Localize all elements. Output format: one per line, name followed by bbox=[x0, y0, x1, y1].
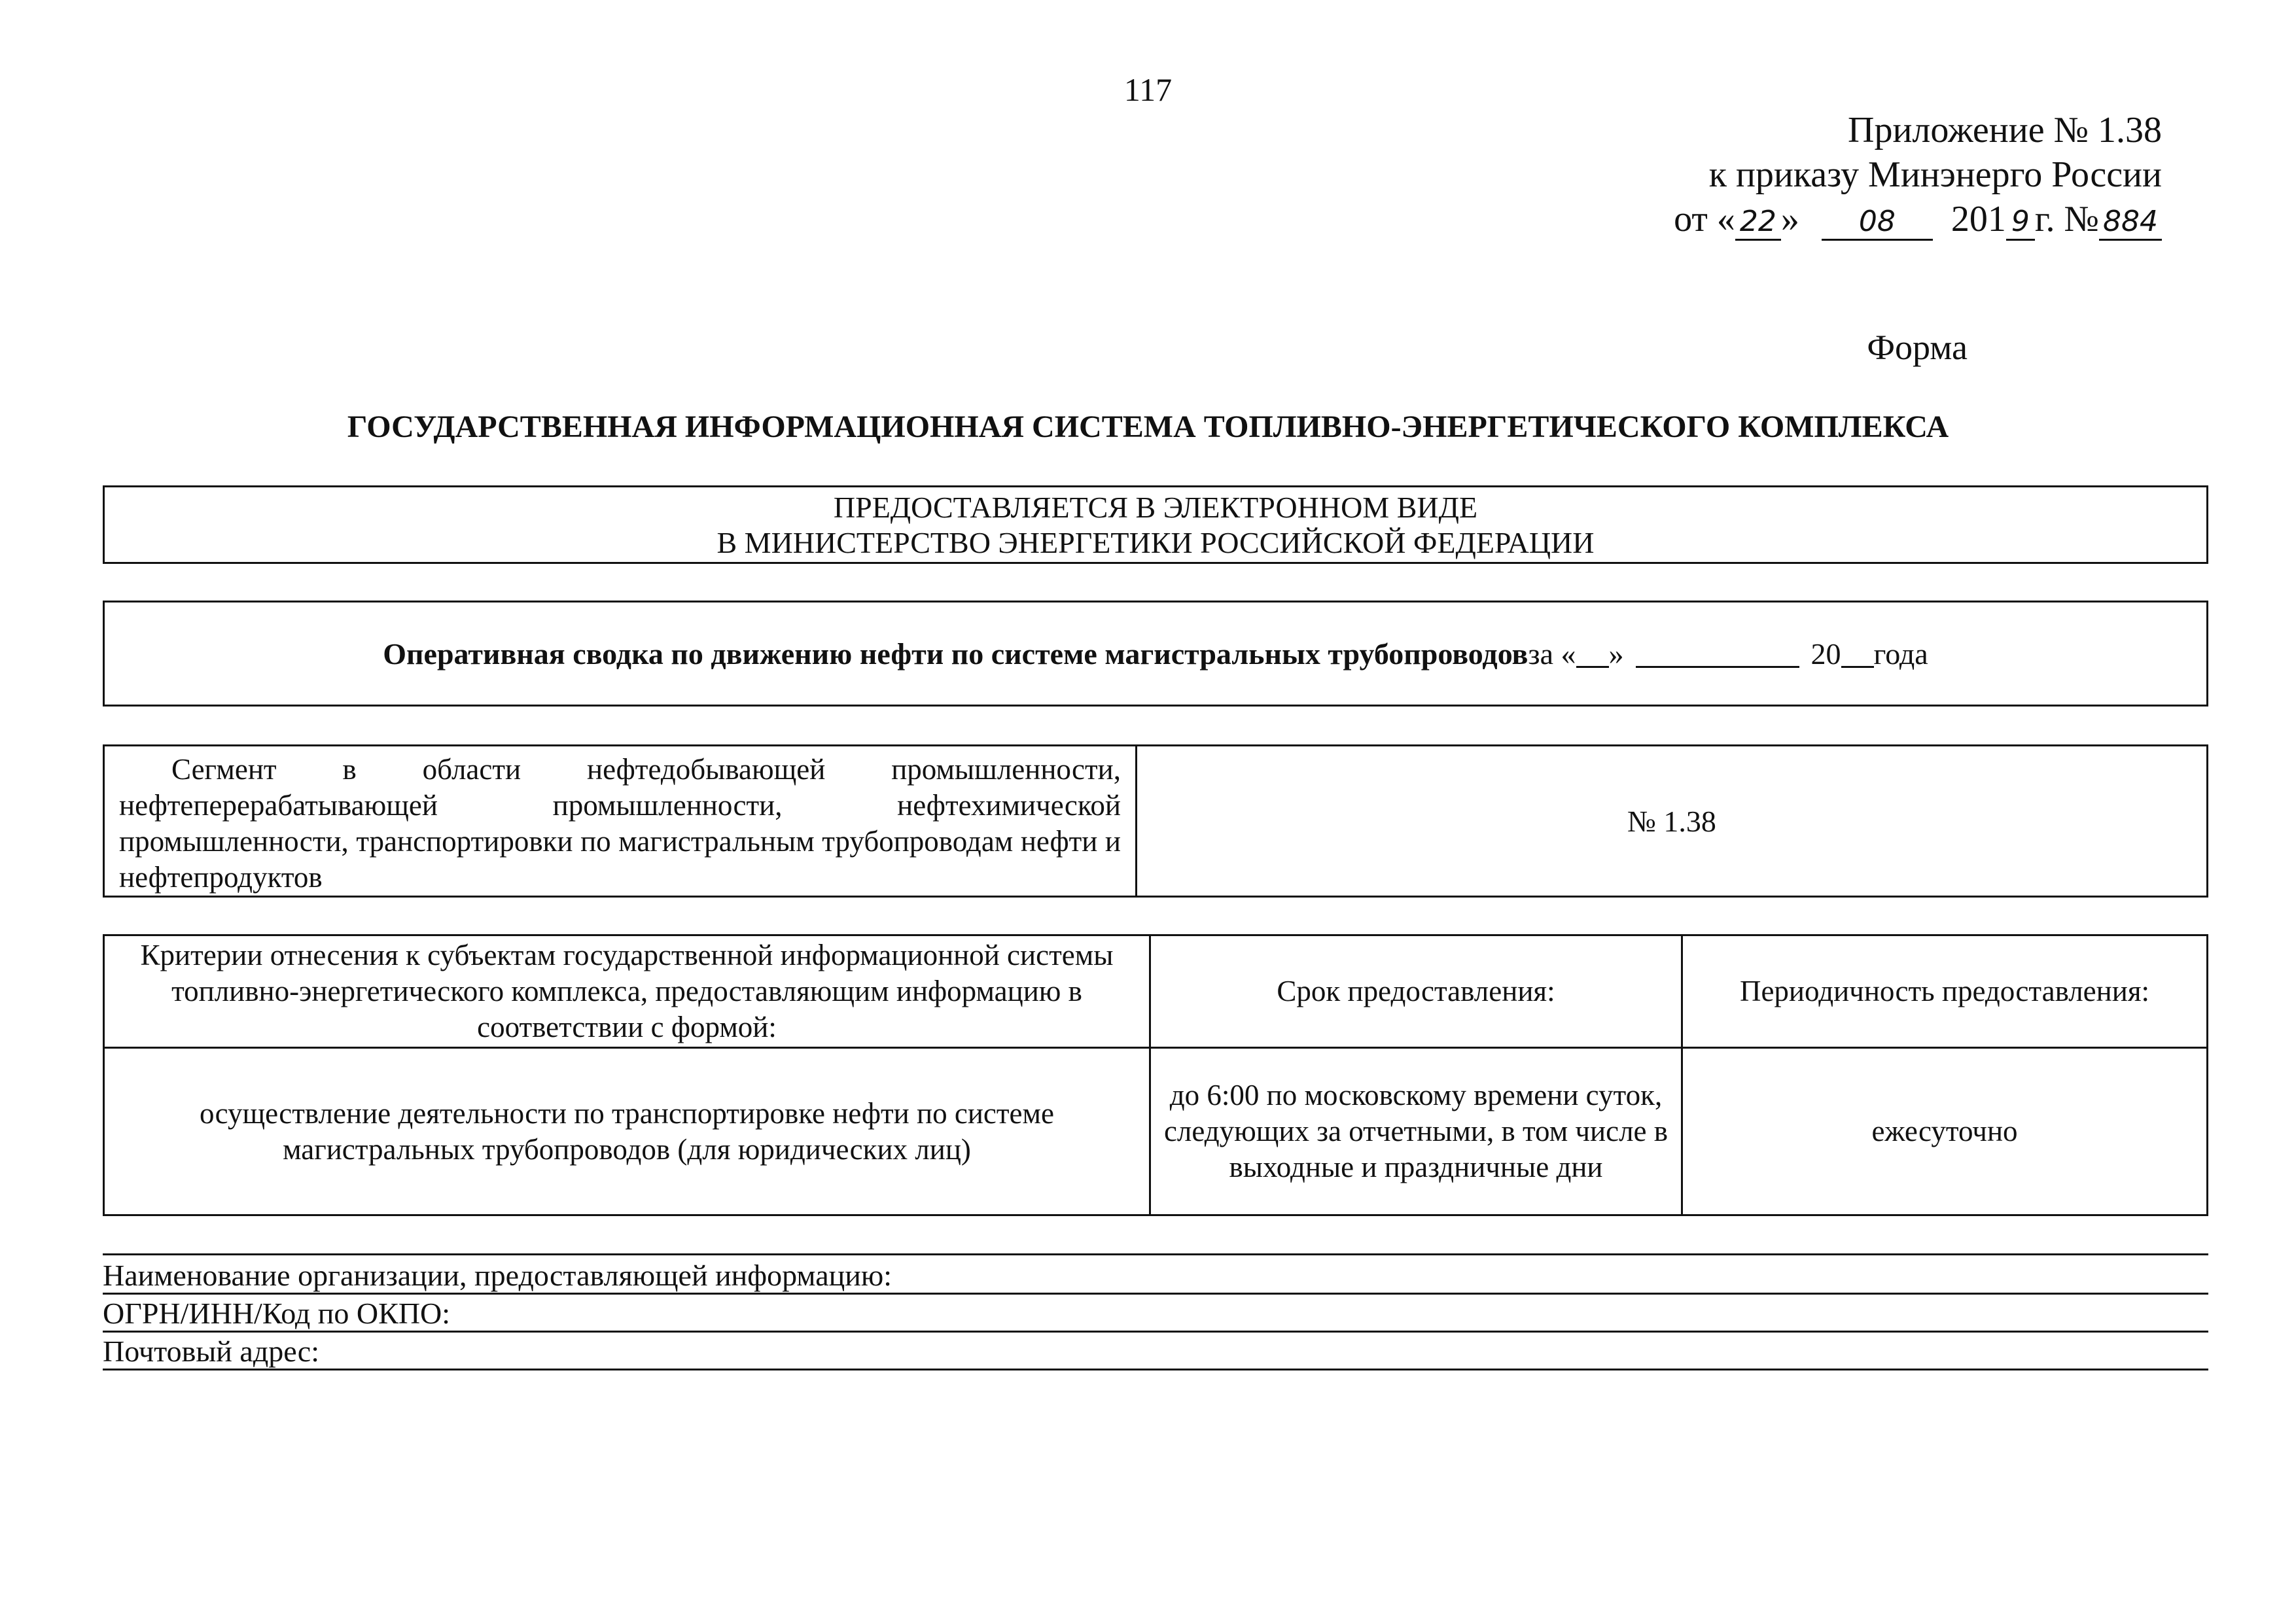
date-open-quote: от « bbox=[1674, 199, 1735, 239]
handwritten-year-digit: 9 bbox=[2006, 205, 2035, 241]
gis-title: ГОСУДАРСТВЕННАЯ ИНФОРМАЦИОННАЯ СИСТЕМА ТОПЛИВНО-ЭНЕРГЕТИЧЕСКОГО КОМПЛЕКСА bbox=[347, 410, 1949, 444]
footer-rule-3 bbox=[103, 1369, 2208, 1370]
handwritten-day: 22 bbox=[1735, 205, 1781, 241]
appendix-title: Приложение № 1.38 bbox=[1848, 110, 2162, 150]
segment-box bbox=[103, 744, 2208, 898]
header-criteria: Критерии отнесения к субъектам государственной информационной системы топливно-энергетического комплекса, предоставляющим информацию в соответствии с формой: bbox=[104, 935, 1150, 1048]
org-name-field[interactable]: Наименование организации, предоставляющей информацию: bbox=[103, 1259, 892, 1292]
page-number: 117 bbox=[1123, 71, 1173, 108]
report-month-blank[interactable] bbox=[1636, 640, 1799, 668]
segment-description: Сегмент в области нефтедобывающей промышленности, нефтеперерабатывающей промышленности, нефтехимической промышленности, транспортировки по магистральным трубопроводам нефти и нефтепродуктов bbox=[105, 746, 1137, 896]
table-header-row bbox=[104, 935, 2208, 1048]
footer-rule-2 bbox=[103, 1331, 2208, 1333]
appendix-order-reference: к приказу Минэнерго России bbox=[1708, 154, 2162, 195]
cell-periodicity: ежесуточно bbox=[1682, 1048, 2208, 1215]
report-year-prefix: 20 bbox=[1810, 637, 1841, 671]
address-field[interactable]: Почтовый адрес: bbox=[103, 1335, 319, 1368]
report-title: Оперативная сводка по движению нефти по системе магистральных трубопроводов bbox=[383, 637, 1528, 671]
order-number-label: г. № bbox=[2034, 199, 2099, 239]
ogrn-field[interactable]: ОГРН/ИНН/Код по ОКПО: bbox=[103, 1297, 451, 1330]
footer-rule-1 bbox=[103, 1293, 2208, 1295]
report-close-quote: » bbox=[1608, 637, 1624, 671]
header-periodicity: Периодичность предоставления: bbox=[1682, 935, 2208, 1048]
criteria-table bbox=[103, 934, 2208, 1216]
form-label: Форма bbox=[1867, 328, 1968, 367]
submission-box bbox=[103, 485, 2208, 564]
header-deadline: Срок предоставления: bbox=[1150, 935, 1682, 1048]
report-title-box bbox=[103, 601, 2208, 707]
table-row bbox=[104, 1048, 2208, 1215]
footer-rule-top bbox=[103, 1253, 2208, 1255]
appendix-order-date bbox=[1674, 197, 2162, 241]
submission-line-2: В МИНИСТЕРСТВО ЭНЕРГЕТИКИ РОССИЙСКОЙ ФЕДЕРАЦИИ bbox=[716, 526, 1595, 559]
year-prefix: 201 bbox=[1951, 199, 2006, 239]
handwritten-order-number: 884 bbox=[2099, 205, 2162, 241]
cell-deadline: до 6:00 по московскому времени суток, следующих за отчетными, в том числе в выходные и праздничные дни bbox=[1150, 1048, 1682, 1215]
cell-criteria: осуществление деятельности по транспортировке нефти по системе магистральных трубопроводов (для юридических лиц) bbox=[104, 1048, 1150, 1215]
submission-line-1: ПРЕДОСТАВЛЯЕТСЯ В ЭЛЕКТРОННОМ ВИДЕ bbox=[833, 491, 1478, 524]
date-close-quote: » bbox=[1780, 199, 1799, 239]
handwritten-month: 08 bbox=[1822, 205, 1933, 241]
report-for-prefix: за « bbox=[1528, 637, 1576, 671]
report-year-blank[interactable] bbox=[1841, 640, 1874, 668]
report-year-suffix: года bbox=[1873, 637, 1928, 671]
report-day-blank[interactable] bbox=[1576, 640, 1609, 668]
segment-form-number: № 1.38 bbox=[1627, 804, 1716, 838]
appendix-header bbox=[1674, 108, 2162, 241]
